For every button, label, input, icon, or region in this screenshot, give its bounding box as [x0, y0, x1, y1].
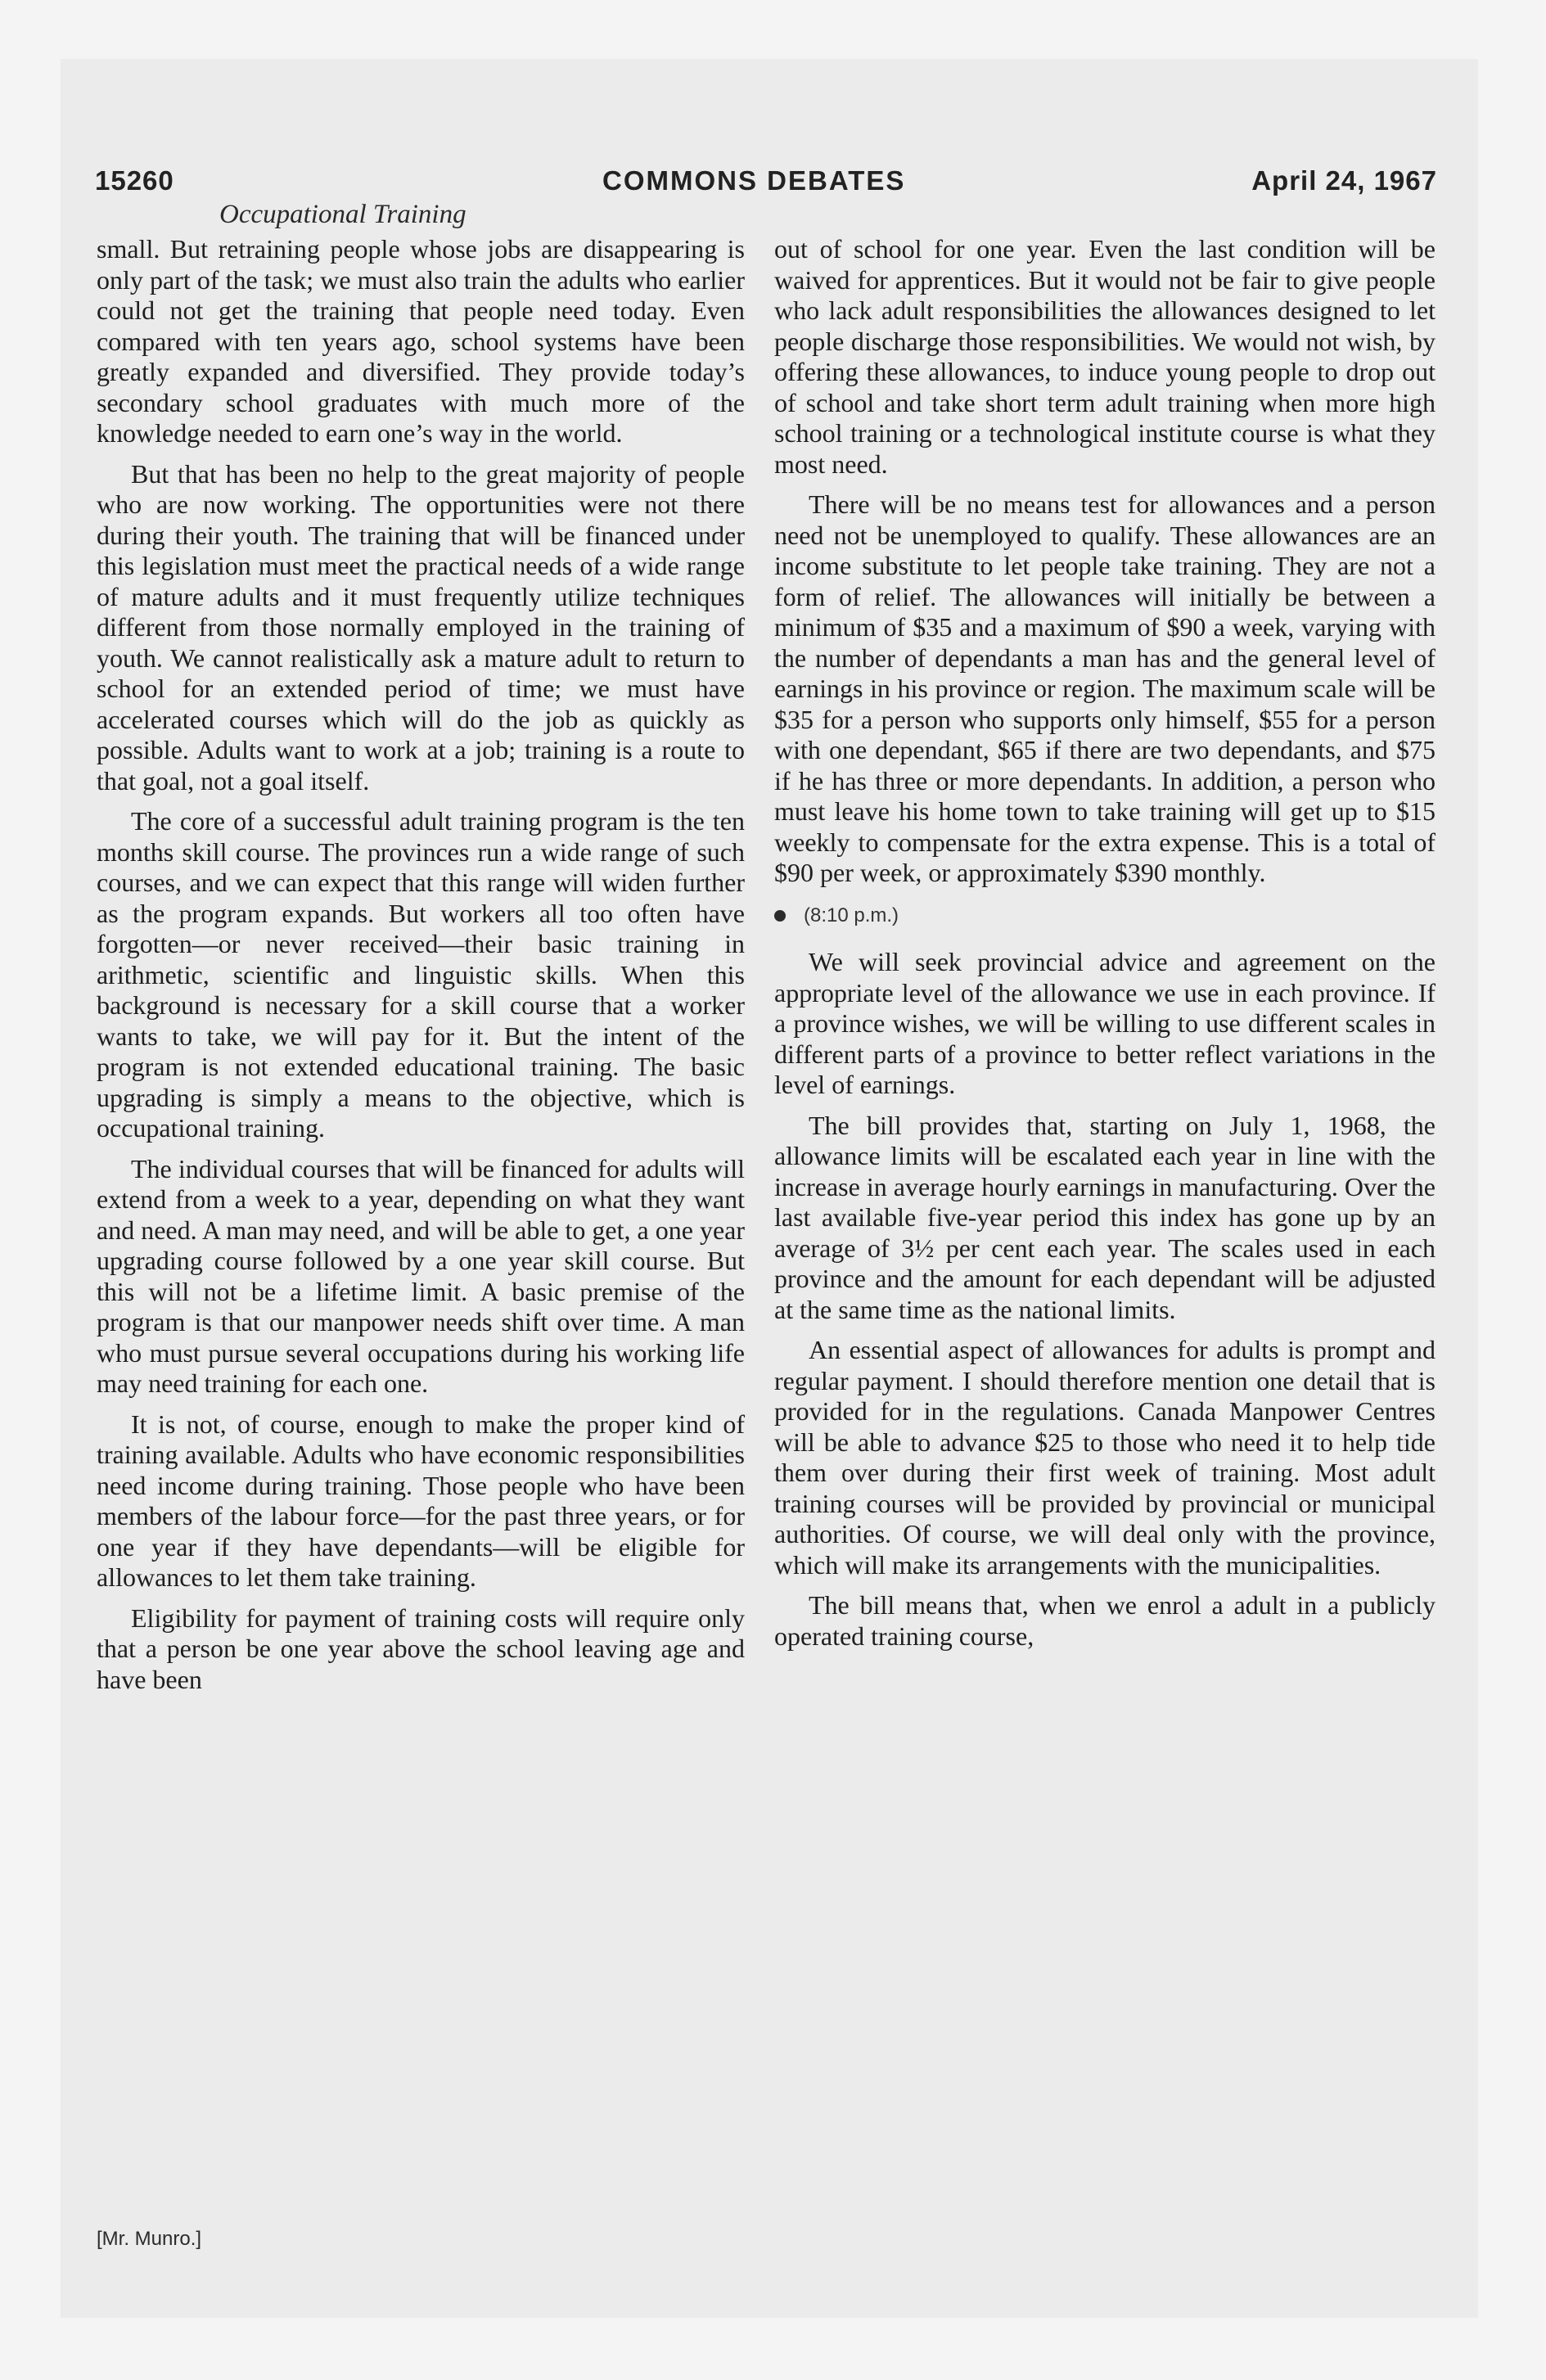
paragraph: An essential aspect of allowances for adults is prompt and regular payment. I should therefore mention one detail that is provided for in the regulations. Canada Manpower Centres will be able to advance $25 to those who need it to help tide them over during their first week of training. Most adult training courses will be provided by provincial or municipal authorities. Of course, we will deal only with the province, which will make its arrangements with the municipalities.: [774, 1335, 1436, 1580]
paragraph: But that has been no help to the great majority of people who are now working. The opportunities were not there during their youth. The training that will be financed under this legislation must meet the practical needs of a wide range of mature adults and it must frequently utilize techniques different from those normally employed in the training of youth. We cannot realistically ask a mature adult to return to school for an extended period of time; we must have accelerated courses which will do the job as quickly as possible. Adults want to work at a job; training is a route to that goal, not a goal itself.: [97, 458, 745, 796]
paragraph: small. But retraining people whose jobs are disappearing is only part of the task; we must also train the adults who earlier could not get the training that people need today. Even compared with ten years ago, school systems have been greatly expanded and diversified. They provide today’s secondary school graduates with much more of the knowledge needed to earn one’s way in the world.: [97, 234, 745, 448]
speaker-note: [Mr. Munro.]: [97, 2228, 202, 2250]
right-column: [774, 234, 1436, 1661]
left-column: [97, 234, 745, 1705]
paragraph: We will seek provincial advice and agreement on the appropriate level of the allowance we use in each province. If a province wishes, we will be willing to use different scales in different parts of a province to better reflect variations in the level of earnings.: [774, 947, 1436, 1099]
paragraph: The bill provides that, starting on July 1, 1968, the allowance limits will be escalated each year in line with the increase in average hourly earnings in manufacturing. Over the last available five-year period this index has gone up by an average of 3½ per cent each year. The scales used in each province and the amount for each dependant will be adjusted at the same time as the national limits.: [774, 1110, 1436, 1324]
paragraph: The bill means that, when we enrol a adult in a publicly operated training course,: [774, 1590, 1436, 1651]
paragraph: It is not, of course, enough to make the proper kind of training available. Adults who have economic responsibilities need income during training. Those people who have been members of the labour force—for the past three years, or for one year if they have dependants—will be eligible for allowances to let them take training.: [97, 1409, 745, 1592]
journal-title: COMMONS DEBATES: [602, 165, 906, 196]
page-number: 15260: [95, 165, 174, 196]
time-marker-text: (8:10 p.m.): [804, 904, 899, 926]
bullet-icon: [774, 910, 786, 922]
time-marker: [774, 900, 1436, 931]
paragraph: There will be no means test for allowances and a person need not be unemployed to qualify. These allowances are an income substitute to let people take training. They are not a form of relief. The allowances will initially be between a minimum of $35 and a maximum of $90 a week, varying with the number of dependants a man has and the general level of earnings in his province or region. The maximum scale will be $35 for a person who supports only himself, $55 for a person with one dependant, $65 if there are two dependants, and $75 if he has three or more dependants. In addition, a person who must leave his home town to take training will get up to $15 weekly to compensate for the extra expense. This is a total of $90 per week, or approximately $390 monthly.: [774, 489, 1436, 887]
paragraph: The core of a successful adult training program is the ten months skill course. The provinces run a wide range of such courses, and we can expect that this range will widen further as the program expands. But workers all too often have forgotten—or never received—their basic training in arithmetic, scientific and linguistic skills. When this background is necessary for a skill course that a worker wants to take, we will pay for it. But the intent of the program is not extended educational training. The basic upgrading is simply a means to the objective, which is occupational training.: [97, 806, 745, 1143]
paragraph: Eligibility for payment of training costs will require only that a person be one year above the school leaving age and have been: [97, 1602, 745, 1694]
paragraph: out of school for one year. Even the last condition will be waived for apprentices. But it would not be fair to give people who lack adult responsibilities the allowances designed to let people discharge those responsibilities. We would not wish, by offering these allowances, to induce young people to drop out of school and take short term adult training when more high school training or a technological institute course is what they most need.: [774, 234, 1436, 479]
page-date: April 24, 1967: [1251, 165, 1437, 196]
section-title: Occupational Training: [219, 200, 467, 229]
paragraph: The individual courses that will be financed for adults will extend from a week to a year, depending on what they want and need. A man may need, and will be able to get, a one year upgrading course followed by a one year skill course. But this will not be a lifetime limit. A basic premise of the program is that our manpower needs shift over time. A man who must pursue several occupations during his working life may need training for each one.: [97, 1153, 745, 1398]
